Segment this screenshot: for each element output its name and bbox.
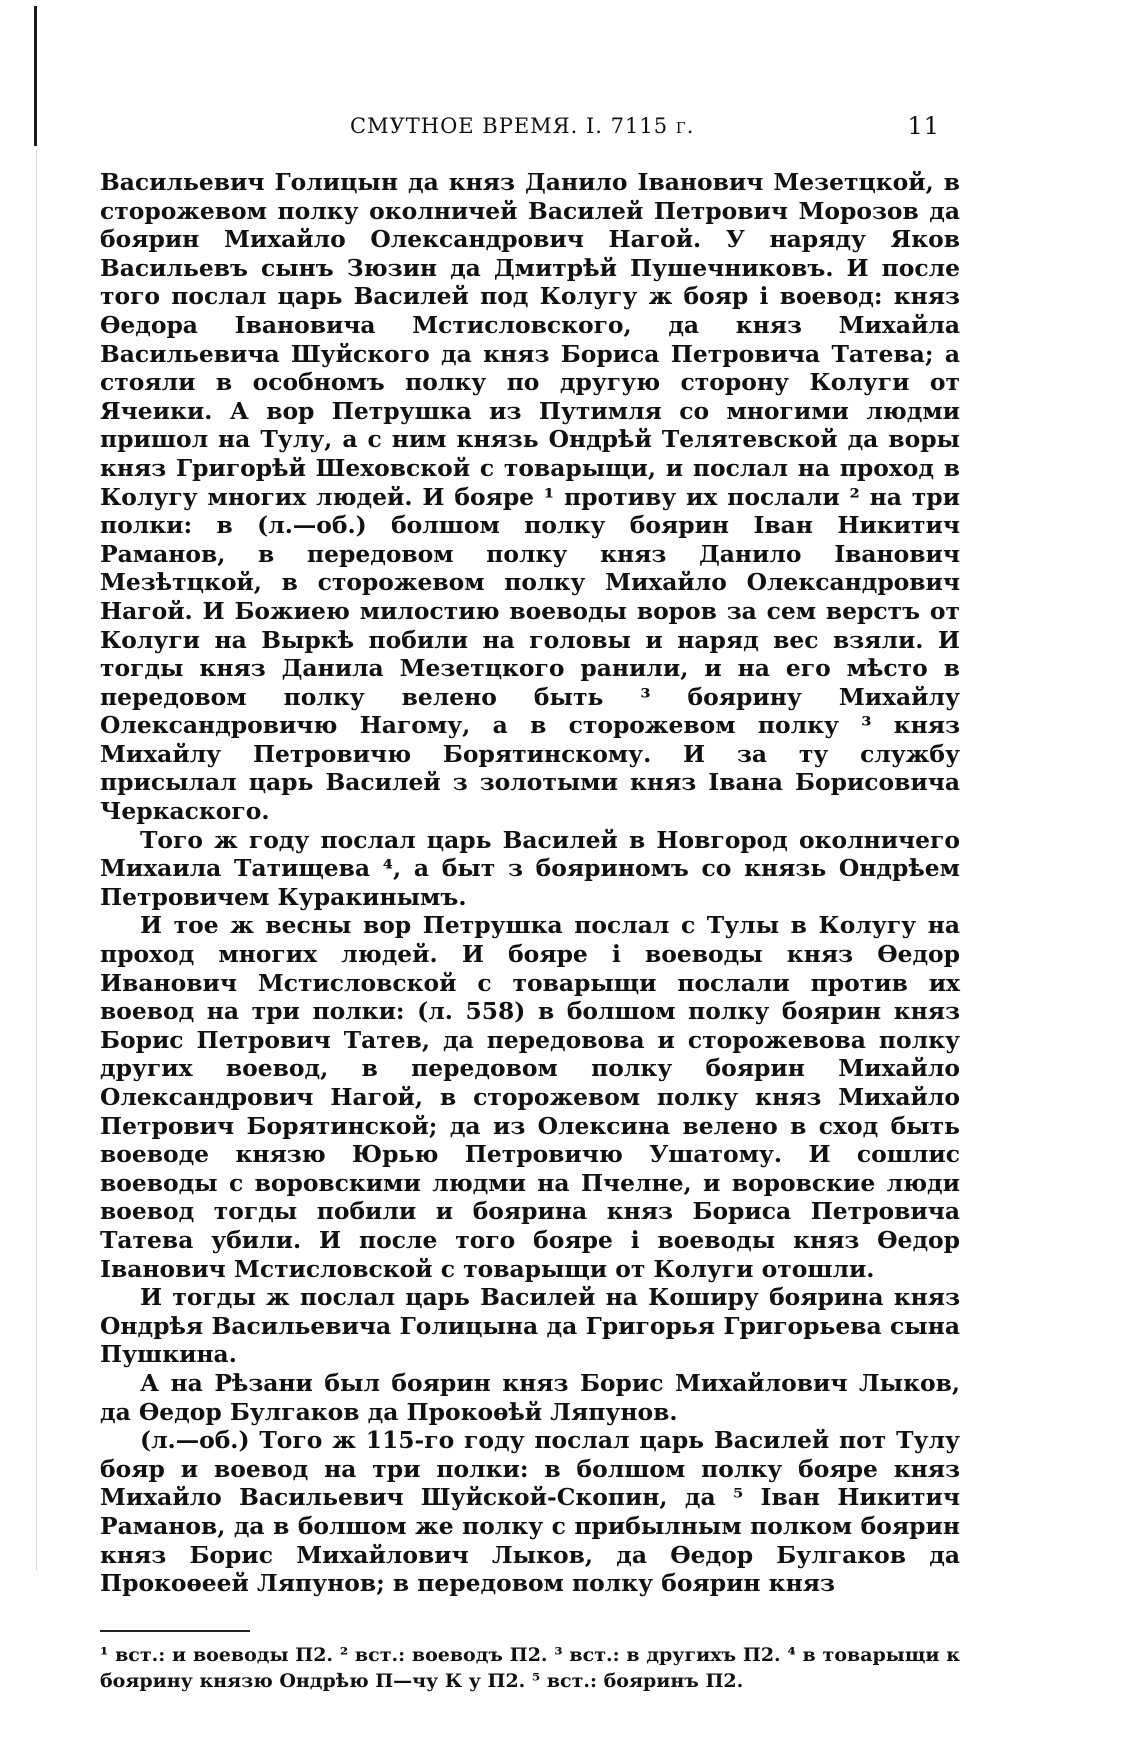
footnote-divider (100, 1630, 250, 1632)
book-page (100, 108, 960, 1694)
scan-edge-shadow (36, 150, 37, 1570)
paragraph-6: (л.—об.) Того ж 115-го году послал царь Василей пот Тулу бояр и воевод на три полки: в болшом полку бояре княз Михайло Васильевич Шуйской-Скопин, да ⁵ Іван Никитич Раманов, да в болшом же полку с прибылным полком боярин княз Борис Михайлович Лыков, да Ѳедор Булгаков да Прокоѳеей Ляпунов; в передовом полку боярин княз (100, 1426, 960, 1598)
paragraph-3: И тое ж весны вор Петрушка послал с Тулы в Колугу на проход многих людей. И бояре і воеводы княз Ѳедор Иванович Мстисловской с товарыщи послали против их воевод на три полки: (л. 558) в болшом полку боярин княз Борис Петрович Татев, да передовова и сторожевова полку других воевод, в передовом полку боярин Михайло Олександрович Нагой, в сторожевом полку княз Михайло Петрович Борятинской; да из Олексина велено в сход быть воеводе князю Юрью Петровичю Ушатому. И сошлис воеводы с воровскими людми на Пчелне, и воровские люди воевод тогды побили и боярина княз Бориса Петровича Татева убили. И после того бояре і воеводы княз Ѳедор Іванович Мстисловской с товарыщи от Колуги отошли. (100, 911, 960, 1283)
paragraph-4: И тогды ж послал царь Василей на Коширу боярина княз Ондрѣя Васильевича Голицына да Григорья Григорьева сына Пушкина. (100, 1283, 960, 1369)
body-text (100, 168, 960, 1598)
paragraph-2: Того ж году послал царь Василей в Новгород околничего Михаила Татищева ⁴, а быт з бояриномъ со князь Ондрѣем Петровичем Куракинымъ. (100, 825, 960, 911)
page-number: 11 (907, 112, 940, 140)
paragraph-5: А на Рѣзани был боярин княз Борис Михайлович Лыков, да Ѳедор Булгаков да Прокоѳѣй Ляпунов. (100, 1368, 960, 1426)
paragraph-1: Васильевич Голицын да княз Данило Іванович Мезетцкой, в сторожевом полку околничей Василей Петрович Морозов да боярин Михайло Олександрович Нагой. У наряду Яков Васильевъ сынъ Зюзин да Дмитрѣй Пушечниковъ. И после того послал царь Василей под Колугу ж бояр і воевод: княз Ѳедора Івановича Мстисловского, да княз Михайла Васильевича Шуйского да княз Бориса Петровича Татева; а стояли в особномъ полку по другую сторону Колуги от Ячеики. А вор Петрушка из Путимля со многими людми пришол на Тулу, а с ним князь Ондрѣй Телятевской да воры княз Григорѣй Шеховской с товарыщи, и послал на проход в Колугу многих людей. И бояре ¹ противу их послали ² на три полки: в (л.—об.) болшом полку боярин Іван Никитич Раманов, в передовом полку княз Данило Іванович Мезѣтцкой, в сторожевом полку Михайло Олександрович Нагой. И Божиею милостию воеводы воров за сем верстъ от Колуги на Выркѣ побили на головы и наряд вес взяли. И тогды княз Данила Мезетцкого ранили, и на его мѣсто в передовом полку велено быть ³ боярину Михайлу Олександровичю Нагому, а в сторожевом полку ³ княз Михайлу Петровичю Борятинскому. И за ту службу присылал царь Василей з золотыми княз Івана Борисовича Черкаского. (100, 168, 960, 826)
footnotes: ¹ вст.: и воеводы П2. ² вст.: воеводъ П2. ³ вст.: в другихъ П2. ⁴ в товарыщи к боярину князю Ондрѣю П—чу К у П2. ⁵ вст.: бояринъ П2. (100, 1643, 960, 1692)
running-head (100, 108, 960, 144)
scan-edge-mark (34, 6, 37, 146)
running-title: СМУТНОЕ ВРЕМЯ. I. 7115 г. (350, 114, 695, 138)
